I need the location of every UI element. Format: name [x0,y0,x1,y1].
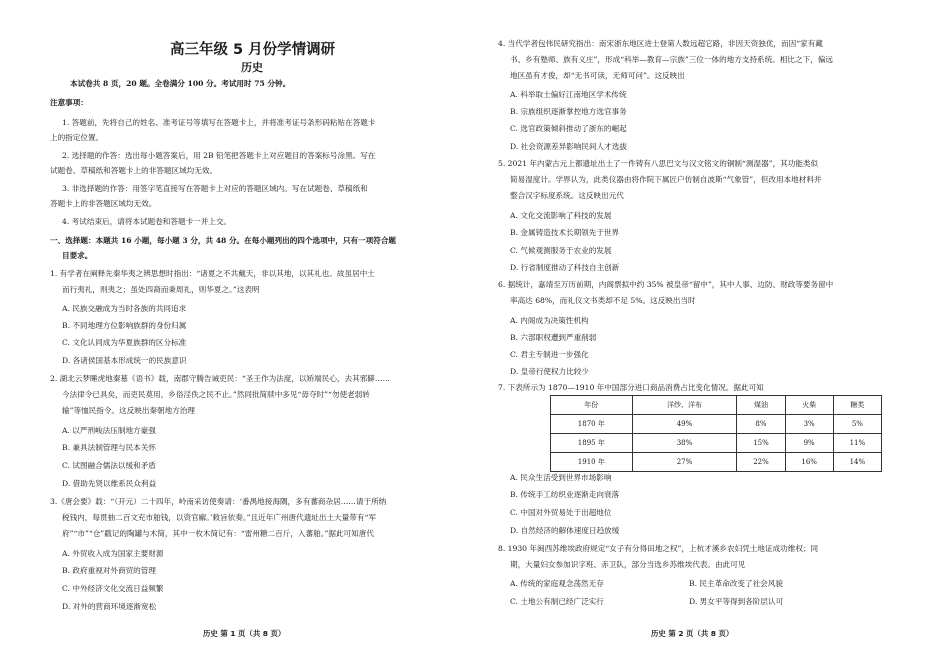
q5-stem-line-3: 整合汉字标度系统。这反映出元代 [510,191,624,200]
q5-option-a[interactable]: A. 文化交流影响了科技的发展 [510,211,612,220]
table-row [551,434,882,453]
q1-stem-line-1: 1. 有学者在阐释先秦华夷之辨思想时指出：“诸夏之不共戴天，非以其地，以其礼也。故虽居中土 [50,269,375,278]
q6-option-c[interactable]: C. 君主专制进一步强化 [510,350,589,359]
table-cell: 3% [785,415,833,434]
table-header-cell: 火柴 [785,396,833,415]
table-cell: 49% [632,415,737,434]
table-cell: 1895 年 [551,434,633,453]
q2-option-c[interactable]: C. 试图融合儒法以缓和矛盾 [62,461,156,470]
q6-option-d[interactable]: D. 皇帝行使权力比较少 [510,367,589,376]
table-cell: 15% [737,434,785,453]
q4-option-a[interactable]: A. 科举取士偏好江南地区学术传统 [510,90,627,99]
q4-stem-line-1: 4. 当代学者包伟民研究指出：南宋浙东地区进士登第人数远超它路，非因天资独优，而因“家有藏 [498,39,823,48]
table-cell: 9% [785,434,833,453]
section-1-heading-line-1: 一、选择题：本题共 16 小题，每小题 3 分，共 48 分。在每小题列出的四个选项中，只有一项符合题 [50,236,397,245]
note-4: 4. 考试结束后，请将本试题卷和答题卡一并上交。 [62,217,232,226]
q3-option-c[interactable]: C. 中外经济文化交流日益频繁 [62,584,164,593]
q3-option-a[interactable]: A. 外贸收入成为国家主要财源 [62,549,164,558]
table-row [551,415,882,434]
q4-stem-line-3: 地区虽有才俊，却“无书可读，无师可问”。这反映出 [510,71,685,80]
q4-option-d[interactable]: D. 社会资源差异影响民间人才选拔 [510,142,627,151]
table-header-cell: 洋纱、洋布 [632,396,737,415]
note-2-line-2: 试题卷、草稿纸和答题卡上的非答题区域均无效。 [50,166,218,175]
q5-stem-line-2: 简易湿度计。学界认为，此类仪器由将作院下属匠户仿制自波斯“气象管”，但改用本地材料并 [510,175,822,184]
q6-option-b[interactable]: B. 六部职权遭到严重削弱 [510,333,597,342]
table-header-row [551,396,882,415]
q1-option-c[interactable]: C. 文化认同成为华夏族群的区分标准 [62,338,187,347]
q8-option-a[interactable]: A. 传统的家庭观念荡然无存 [510,579,604,588]
q7-option-c[interactable]: C. 中国对外贸易处于出超地位 [510,508,612,517]
q2-stem-line-1: 2. 湖北云梦睡虎地秦墓《语书》载，南郡守腾告诫吏民：“圣王作为法度，以矫端民心，去其邪僻…… [50,374,391,383]
q6-stem-line-1: 6. 据统计，嘉靖至万历前期，内阁票拟中约 35% 被皇帝“留中”，其中人事、边防、财政等要务留中 [498,280,834,289]
q3-option-b[interactable]: B. 政府重视对外商贸的管理 [62,566,156,575]
table-cell: 14% [833,453,881,472]
q7-option-a[interactable]: A. 民众生活受到世界市场影响 [510,473,612,482]
exam-title: 高三年级 5 月份学情调研 [170,42,336,58]
q7-stem: 7. 下表所示为 1870—1910 年中国部分进口商品消费占比变化情况。据此可知 [498,383,764,392]
import-share-table [550,395,882,472]
q3-stem-line-3: 府”“市”“仓”戳记的陶罐与木简，其中一枚木简记有：“雷州糖二百斤，入蕃舶。”据此可知唐代 [62,529,374,538]
table-cell: 1870 年 [551,415,633,434]
q2-option-a[interactable]: A. 以严刑峻法压制地方豪强 [62,426,156,435]
table-header-cell: 年份 [551,396,633,415]
q2-option-d[interactable]: D. 借助先贤以维系民众利益 [62,479,157,488]
table-cell: 38% [632,434,737,453]
table-cell: 22% [737,453,785,472]
q1-option-d[interactable]: D. 各诸侯国基本形成统一的民族意识 [62,356,187,365]
q5-stem-line-1: 5. 2021 年内蒙古元上都遗址出土了一件铸有八思巴文与汉文铭文的铜制“测湿器”，其功能类似 [498,159,819,168]
q2-stem-line-2: 今法律令已具矣，而吏民莫用，乡俗淫佚之民不止。”然同批简牍中多见“毋夺时”“勿使老弱转 [62,390,370,399]
exam-meta: 本试卷共 8 页，20 题。全卷满分 100 分。考试用时 75 分钟。 [70,79,291,88]
table-header-cell: 煤油 [737,396,785,415]
q4-stem-line-2: 书、乡有塾师、族有义庄”，形成“科举—教育—宗族”三位一体的地方支持系统。相比之下，偏远 [510,55,833,64]
q1-stem-line-2: 而行夷礼，则夷之；虽处四裔而秉周礼，则华夏之。”这表明 [62,285,260,294]
q7-option-d[interactable]: D. 自然经济的解体速度日趋放缓 [510,526,620,535]
table-cell: 5% [833,415,881,434]
subject-title: 历史 [241,61,263,74]
q3-stem-line-2: 税钱内，每贯抽二百文充市舶钱，以资官廨。’敕旨依奏。”且近年广州唐代遗址出土大量带有“军 [62,513,376,522]
q8-option-d[interactable]: D. 男女平等得到各阶层认可 [689,597,784,606]
table-row [551,453,882,472]
q5-option-b[interactable]: B. 金属铸造技术长期领先于世界 [510,228,620,237]
q5-option-c[interactable]: C. 气候观测服务于农业的发展 [510,246,612,255]
q4-option-b[interactable]: B. 宗族组织逐渐掌控地方选官事务 [510,107,627,116]
q4-option-c[interactable]: C. 选官政策倾斜推动了浙东的崛起 [510,124,627,133]
q2-stem-line-3: 输”等恤民指令。这反映出秦朝地方治理 [62,406,195,415]
q8-option-c[interactable]: C. 土地公有制已经广泛实行 [510,597,604,606]
notes-heading: 注意事项： [50,98,88,107]
table-cell: 8% [737,415,785,434]
note-1-line-2: 上的指定位置。 [50,133,104,142]
table-cell: 11% [833,434,881,453]
table-cell: 27% [632,453,737,472]
table-cell: 16% [785,453,833,472]
section-1-heading-line-2: 目要求。 [62,251,93,260]
table-cell: 1910 年 [551,453,633,472]
table-header-cell: 糖类 [833,396,881,415]
q8-stem-line-2: 期，大量妇女参加识字班、赤卫队，部分当选乡苏维埃代表。由此可见 [510,560,746,569]
q8-option-b[interactable]: B. 民主革命改变了社会风貌 [689,579,783,588]
q2-option-b[interactable]: B. 兼具法制管理与民本关怀 [62,443,156,452]
q8-stem-line-1: 8. 1930 年闽西苏维埃政府规定“女子有分得田地之权”，上杭才溪乡农妇凭土地证成功维权；同 [498,544,819,553]
note-3-line-1: 3. 非选择题的作答：用签字笔直接写在答题卡上对应的答题区域内。写在试题卷、草稿纸和 [62,184,368,193]
note-3-line-2: 答题卡上的非答题区域均无效。 [50,199,157,208]
right-page-footer: 历史 第 2 页（共 8 页） [651,629,734,638]
q1-option-b[interactable]: B. 不同地理方位影响族群的身份归属 [62,321,187,330]
note-2-line-1: 2. 选择题的作答：选出每小题答案后，用 2B 铅笔把答题卡上对应题目的答案标号涂黑。写在 [62,151,376,160]
q7-option-b[interactable]: B. 传统手工纺织业逐渐走向衰落 [510,490,620,499]
q3-option-d[interactable]: D. 对外的营商环境逐渐宽松 [62,602,157,611]
q6-option-a[interactable]: A. 内阁成为决策性机构 [510,316,589,325]
left-page-footer: 历史 第 1 页（共 8 页） [203,629,286,638]
q5-option-d[interactable]: D. 行省制度推动了科技自主创新 [510,263,620,272]
q6-stem-line-2: 率高达 68%，而礼仪文书类却不足 5%。这反映出当时 [510,296,696,305]
q1-option-a[interactable]: A. 民族交融成为当时各族的共同追求 [62,304,187,313]
note-1-line-1: 1. 答题前，先将自己的姓名、准考证号等填写在答题卡上，并将准考证号条形码粘贴在答题卡 [62,118,376,127]
q3-stem-line-1: 3.《唐会要》载：“（开元）二十四年，岭南采访使奏请：‘番禺地接海隅，多有蕃商杂居……请于所纳 [50,497,387,506]
